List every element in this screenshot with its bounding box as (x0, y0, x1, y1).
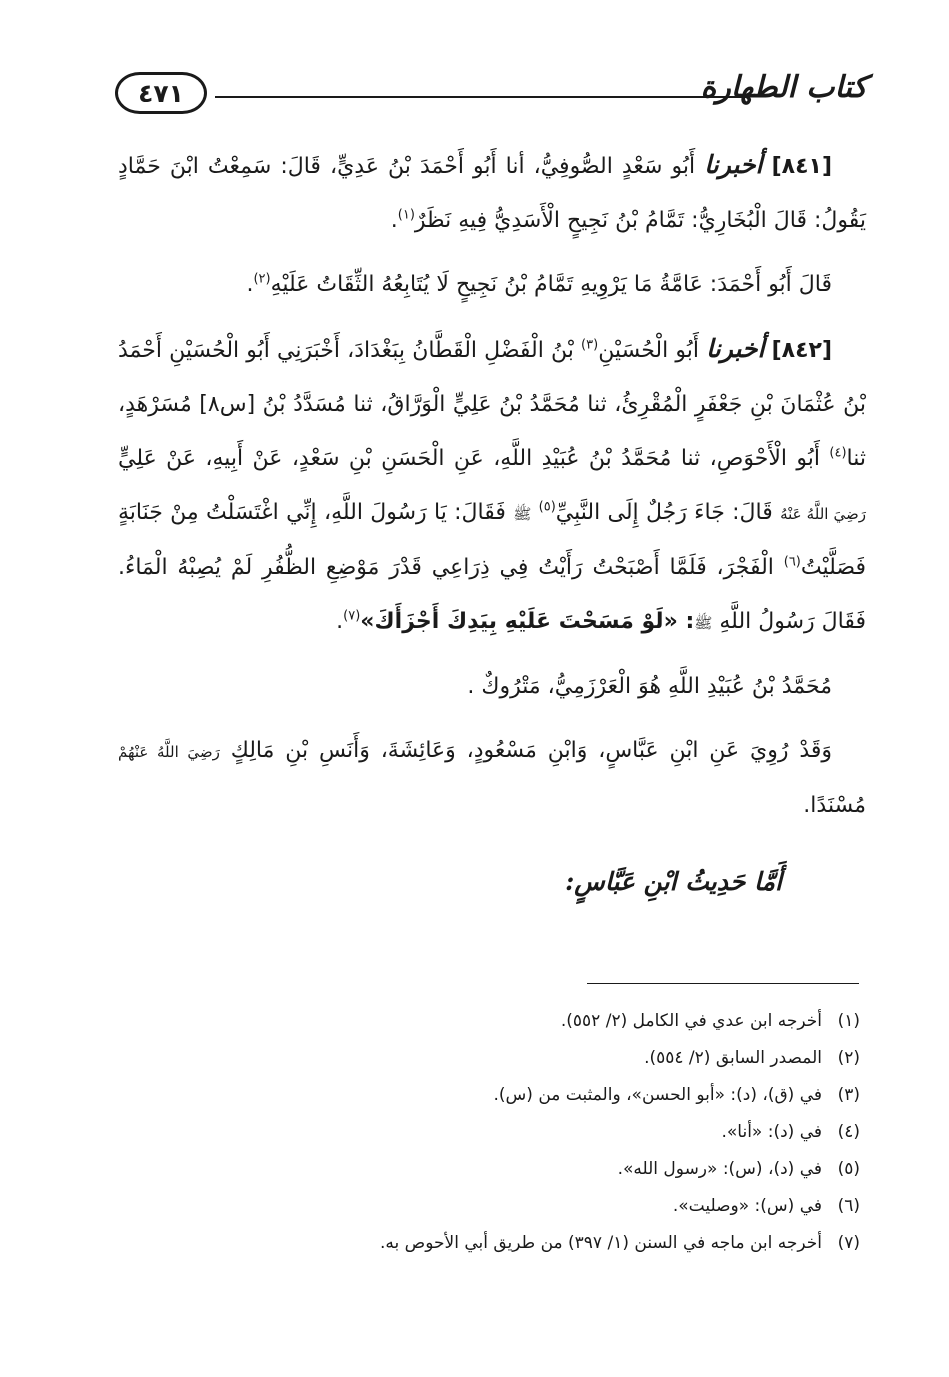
footnote-number: (٤) (837, 1122, 860, 1142)
narrations-text-end: مُسْنَدًا. (803, 793, 866, 818)
hadith-number: [٨٤١] (771, 154, 832, 179)
footnote-item (120, 1151, 860, 1188)
narrator-grading (118, 660, 866, 714)
footnote-text: في (س): «وصليت». (672, 1196, 822, 1216)
akhbarana-keyword: أخبرنا (704, 150, 763, 179)
prophetic-quote: لَوْ مَسَحْتَ عَلَيْهِ بِيَدِكَ أَجْزَأَكَ (374, 609, 664, 634)
footnotes (120, 1003, 860, 1262)
footnote-item (120, 1188, 860, 1225)
footnote-text: في (د): «أنا». (721, 1122, 822, 1142)
quote-open: : « (663, 609, 695, 634)
grading-text: مُحَمَّدُ بْنُ عُبَيْدِ اللَّهِ هُوَ الْعَرْزَمِيُّ، مَتْرُوكٌ . (467, 674, 832, 699)
hadith-text: أَبُو الْأَحْوَصِ، ثنا مُحَمَّدُ بْنُ عُبَيْدِ اللَّهِ، عَنِ الْحَسَنِ بْنِ سَعْدٍ، عَنْ أَبِيهِ، عَنْ عَلِيٍّ (118, 446, 820, 471)
footnote-text: في (ق)، (د): «أبو الحسن»، والمثبت من (س). (493, 1085, 822, 1105)
hadith-text: فَقَالَ: يَا رَسُولَ اللَّهِ، إِنِّي اغْتَسَلْتُ مِنْ جَنَابَةٍ فَصَلَّيْتُ (118, 500, 866, 580)
hadith-number: [٨٤٢] (771, 338, 833, 363)
footnote-ref[interactable]: (٥) (538, 499, 556, 515)
hadith-text: بْنُ الْفَضْلِ الْقَطَّانُ بِبَغْدَادَ، أَخْبَرَنِي أَبُو الْحُسَيْنِ أَحْمَدُ بْنُ عُثْمَانَ بْنِ جَعْفَرٍ الْمُقْرِئُ، ثنا مُحَمَّدُ بْنُ عَلِيٍّ الْوَرَّاقُ، ثنا مُسَدَّدُ بْنُ [س٨] مُسَرْهَدٍ، ثنا (118, 338, 867, 471)
header-rule (215, 96, 747, 98)
akhbarana-keyword: أخبرنا (706, 334, 765, 363)
footnote-number: (٢) (837, 1048, 860, 1068)
footnote-item (120, 1225, 860, 1262)
footnote-separator (587, 983, 859, 984)
section-heading: أَمَّا حَدِيثُ ابْنِ عَبَّاسٍ: (565, 867, 782, 896)
other-narrations (118, 724, 866, 833)
footnote-item (120, 1077, 860, 1114)
honorific-salla: ﷺ (513, 505, 532, 523)
hadith-text-end: . (390, 208, 398, 233)
footnote-number: (١) (837, 1011, 860, 1031)
footnote-ref[interactable]: (٦) (783, 554, 801, 570)
hadith-842 (118, 322, 866, 650)
footnote-item (120, 1003, 860, 1040)
footnote-ref[interactable]: (٤) (829, 445, 847, 461)
hadith-841 (118, 138, 866, 248)
footnote-ref[interactable]: (٢) (253, 271, 271, 287)
main-text (118, 138, 866, 909)
hadith-text: الْفَجْرَ، فَلَمَّا أَصْبَحْتُ رَأَيْتُ فِي ذِرَاعِي قَدْرَ مَوْضِعِ الظُّفُرِ لَمْ يُصِبْهُ الْمَاءُ. فَقَالَ رَسُولُ اللَّهِ (118, 555, 866, 634)
narrations-text: وَقَدْ رُوِيَ عَنِ ابْنِ عَبَّاسٍ، وَابْنِ مَسْعُودٍ، وَعَائِشَةَ، وَأَنَسِ بْنِ مَالِكٍ (230, 738, 833, 763)
footnote-ref[interactable]: (٧) (343, 608, 361, 624)
book-title: كتاب الطهارة (700, 70, 867, 105)
honorific-salla: ﷺ (694, 614, 713, 632)
footnote-number: (٥) (837, 1159, 860, 1179)
hadith-text: أَبُو سَعْدٍ الصُّوفِيُّ، أنا أَبُو أَحْمَدَ بْنُ عَدِيٍّ، قَالَ: سَمِعْتُ ابْنَ حَمَّادٍ يَقُولُ: قَالَ الْبُخَارِيُّ: تَمَّامُ بْنُ نَجِيحٍ الْأَسَدِيُّ فِيهِ نَظَرٌ (118, 154, 866, 233)
quote-close: » (360, 609, 375, 634)
footnote-number: (٦) (837, 1196, 860, 1216)
footnote-text: في (د)، (س): «رسول الله». (617, 1159, 822, 1179)
footnote-text: المصدر السابق (٢/ ٥٥٤). (644, 1048, 822, 1068)
honorific-radi: رَضِيَ اللَّهُ عَنْهُمْ (118, 743, 220, 761)
honorific-radi: رَضِيَ اللَّهُ عَنْهُ (780, 505, 866, 523)
footnote-number: (٧) (837, 1233, 860, 1253)
hadith-text-end: . (336, 609, 344, 634)
footnote-text: أخرجه ابن عدي في الكامل (٢/ ٥٥٢). (560, 1011, 822, 1031)
abu-ahmad-comment (118, 258, 866, 312)
hadith-text: قَالَ: جَاءَ رَجُلٌ إِلَى النَّبِيِّ (555, 500, 773, 525)
hadith-text: أَبُو الْحُسَيْنِ (598, 338, 699, 363)
footnote-text: أخرجه ابن ماجه في السنن (١/ ٣٩٧) من طريق أبي الأحوص به. (380, 1233, 822, 1253)
footnote-ref[interactable]: (٣) (581, 337, 599, 353)
page-number: ٤٧١ (115, 72, 207, 114)
footnote-number: (٣) (837, 1085, 860, 1105)
footnote-item (120, 1040, 860, 1077)
page-header (115, 66, 867, 126)
comment-text-end: . (246, 272, 254, 297)
footnote-item (120, 1114, 860, 1151)
comment-text: قَالَ أَبُو أَحْمَدَ: عَامَّةُ مَا يَرْوِيهِ تَمَّامُ بْنُ نَجِيحٍ لَا يُتَابِعُهُ الثِّقَاتُ عَلَيْهِ (270, 272, 832, 297)
footnote-ref[interactable]: (١) (397, 207, 415, 223)
